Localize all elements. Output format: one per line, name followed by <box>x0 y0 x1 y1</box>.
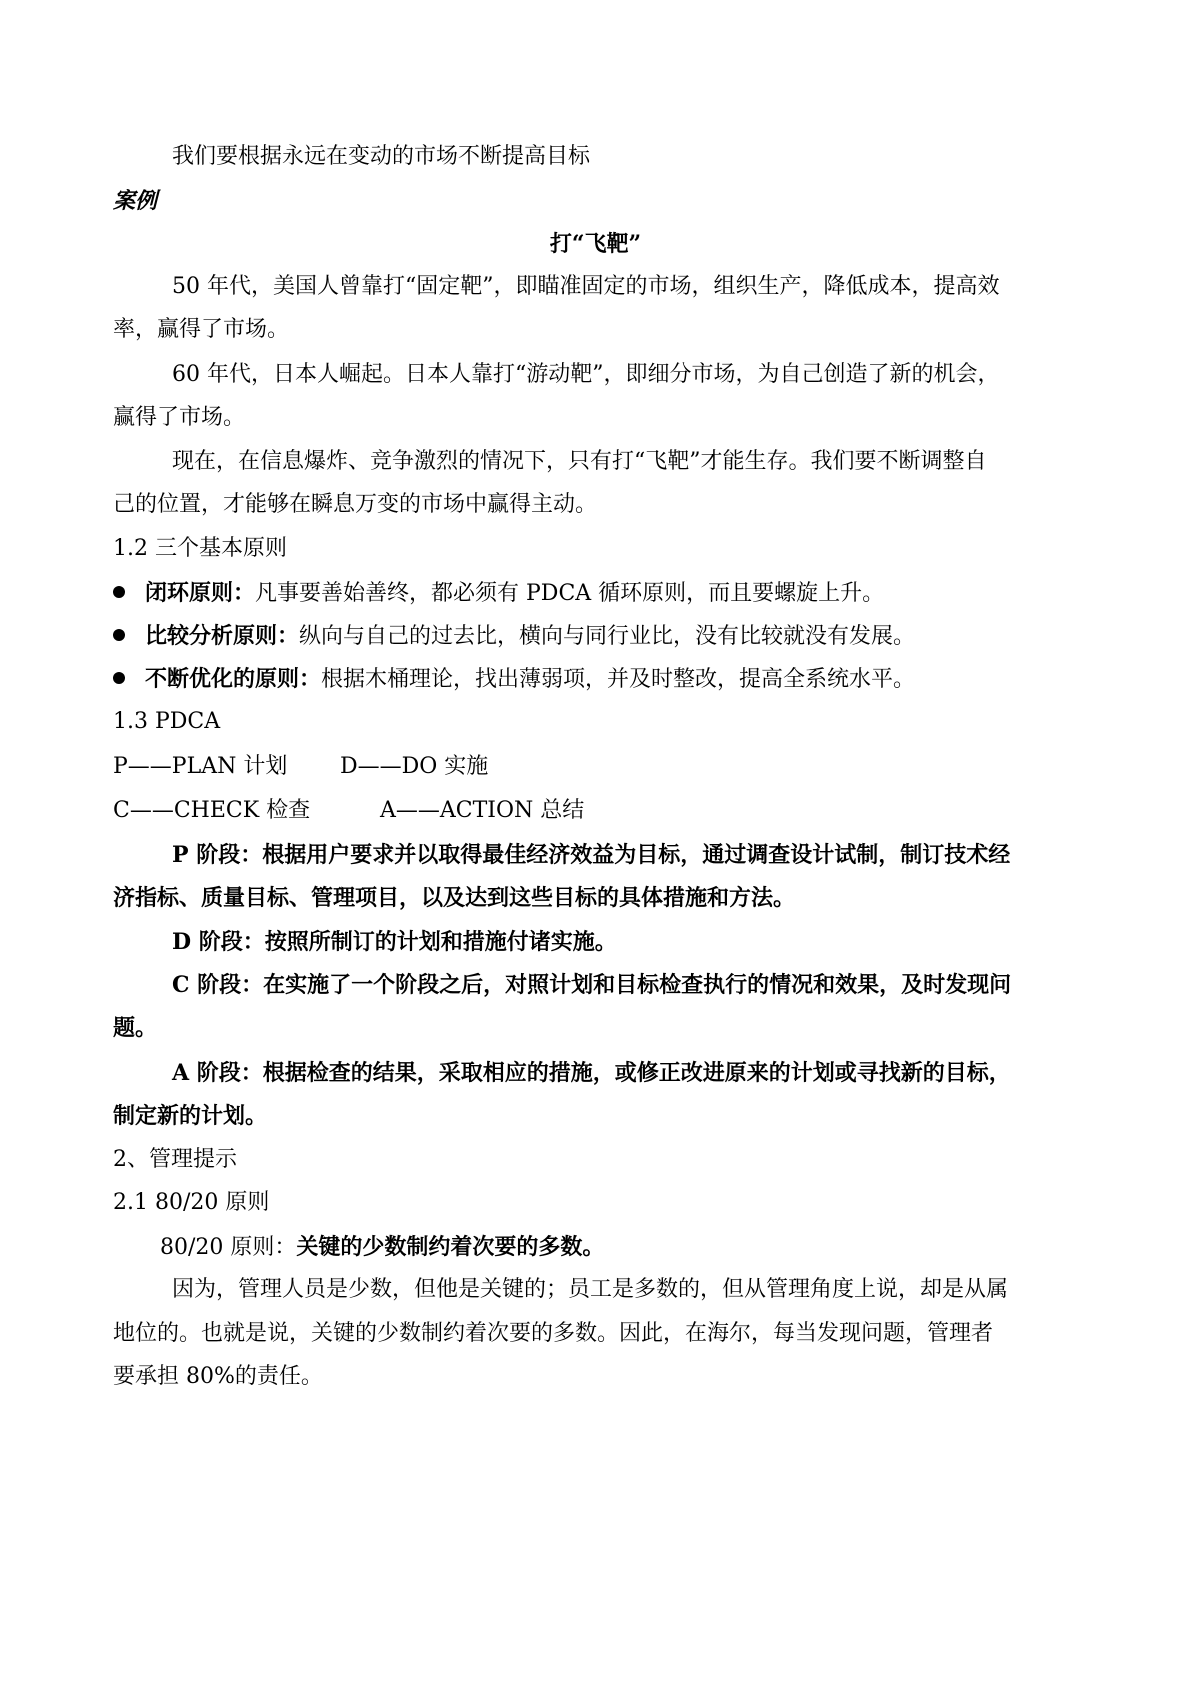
section-heading: 1.3 PDCA <box>113 709 221 734</box>
phase-p-cont: 济指标、质量目标、管理项目，以及达到这些目标的具体措施和方法。 <box>113 885 796 911</box>
phase-c: C 阶段：在实施了一个阶段之后，对照计划和目标检查执行的情况和效果，及时发现问 <box>172 972 1012 998</box>
bullet-item <box>113 664 915 695</box>
section-heading: 2.1 80/20 原则 <box>113 1190 270 1215</box>
case-label: 案例 <box>113 188 158 214</box>
rule-8020-statement <box>160 1232 604 1263</box>
bullet-text: 纵向与自己的过去比，横向与同行业比，没有比较就没有发展。 <box>299 624 916 649</box>
pdca-c: C——CHECK 检查 <box>113 798 311 823</box>
bullet-icon <box>113 629 125 641</box>
phase-a-cont: 制定新的计划。 <box>113 1103 268 1129</box>
bullet-icon <box>113 586 125 598</box>
paragraph-line: 50 年代，美国人曾靠打“固定靶”，即瞄准固定的市场，组织生产，降低成本，提高效 <box>172 274 1000 299</box>
paragraph-line: 现在，在信息爆炸、竞争激烈的情况下，只有打“飞靶”才能生存。我们要不断调整自 <box>172 449 987 474</box>
bullet-icon <box>113 672 125 684</box>
bullet-term: 比较分析原则： <box>145 623 300 649</box>
phase-d: D 阶段：按照所制订的计划和措施付诸实施。 <box>172 929 617 955</box>
paragraph-line: 己的位置，才能够在瞬息万变的市场中赢得主动。 <box>113 492 598 517</box>
bullet-text: 根据木桶理论，找出薄弱项，并及时整改，提高全系统水平。 <box>321 667 916 692</box>
phase-a: A 阶段：根据检查的结果，采取相应的措施，或修正改进原来的计划或寻找新的目标， <box>172 1060 1011 1086</box>
bullet-item <box>113 621 915 652</box>
paragraph-line: 我们要根据永远在变动的市场不断提高目标 <box>172 144 591 169</box>
paragraph-line: 地位的。也就是说，关键的少数制约着次要的多数。因此，在海尔，每当发现问题，管理者 <box>113 1321 994 1346</box>
bullet-term: 闭环原则： <box>145 580 256 606</box>
section-heading: 1.2 三个基本原则 <box>113 536 287 561</box>
rule-8020-text: 关键的少数制约着次要的多数。 <box>296 1234 605 1260</box>
bullet-term: 不断优化的原则： <box>145 666 322 692</box>
pdca-a: A——ACTION 总结 <box>380 798 585 823</box>
section-heading: 2、管理提示 <box>113 1147 237 1172</box>
rule-8020-term: 80/20 原则： <box>160 1235 297 1260</box>
bullet-text: 凡事要善始善终，都必须有 PDCA 循环原则，而且要螺旋上升。 <box>255 581 885 606</box>
phase-c-cont: 题。 <box>113 1015 158 1041</box>
paragraph-line: 60 年代，日本人崛起。日本人靠打“游动靶”，即细分市场，为自己创造了新的机会， <box>172 362 1000 387</box>
bullet-item <box>113 578 884 609</box>
paragraph-line: 赢得了市场。 <box>113 405 246 430</box>
pdca-p: P——PLAN 计划 <box>113 754 288 779</box>
paragraph-line: 要承担 80%的责任。 <box>113 1364 323 1389</box>
pdca-d: D——DO 实施 <box>340 754 489 779</box>
paragraph-line: 因为，管理人员是少数，但他是关键的；员工是多数的，但从管理角度上说，却是从属 <box>172 1277 1009 1302</box>
case-title: 打“飞靶” <box>549 231 642 257</box>
paragraph-line: 率，赢得了市场。 <box>113 317 290 342</box>
phase-p: P 阶段：根据用户要求并以取得最佳经济效益为目标，通过调查设计试制，制订技术经 <box>172 842 1011 868</box>
